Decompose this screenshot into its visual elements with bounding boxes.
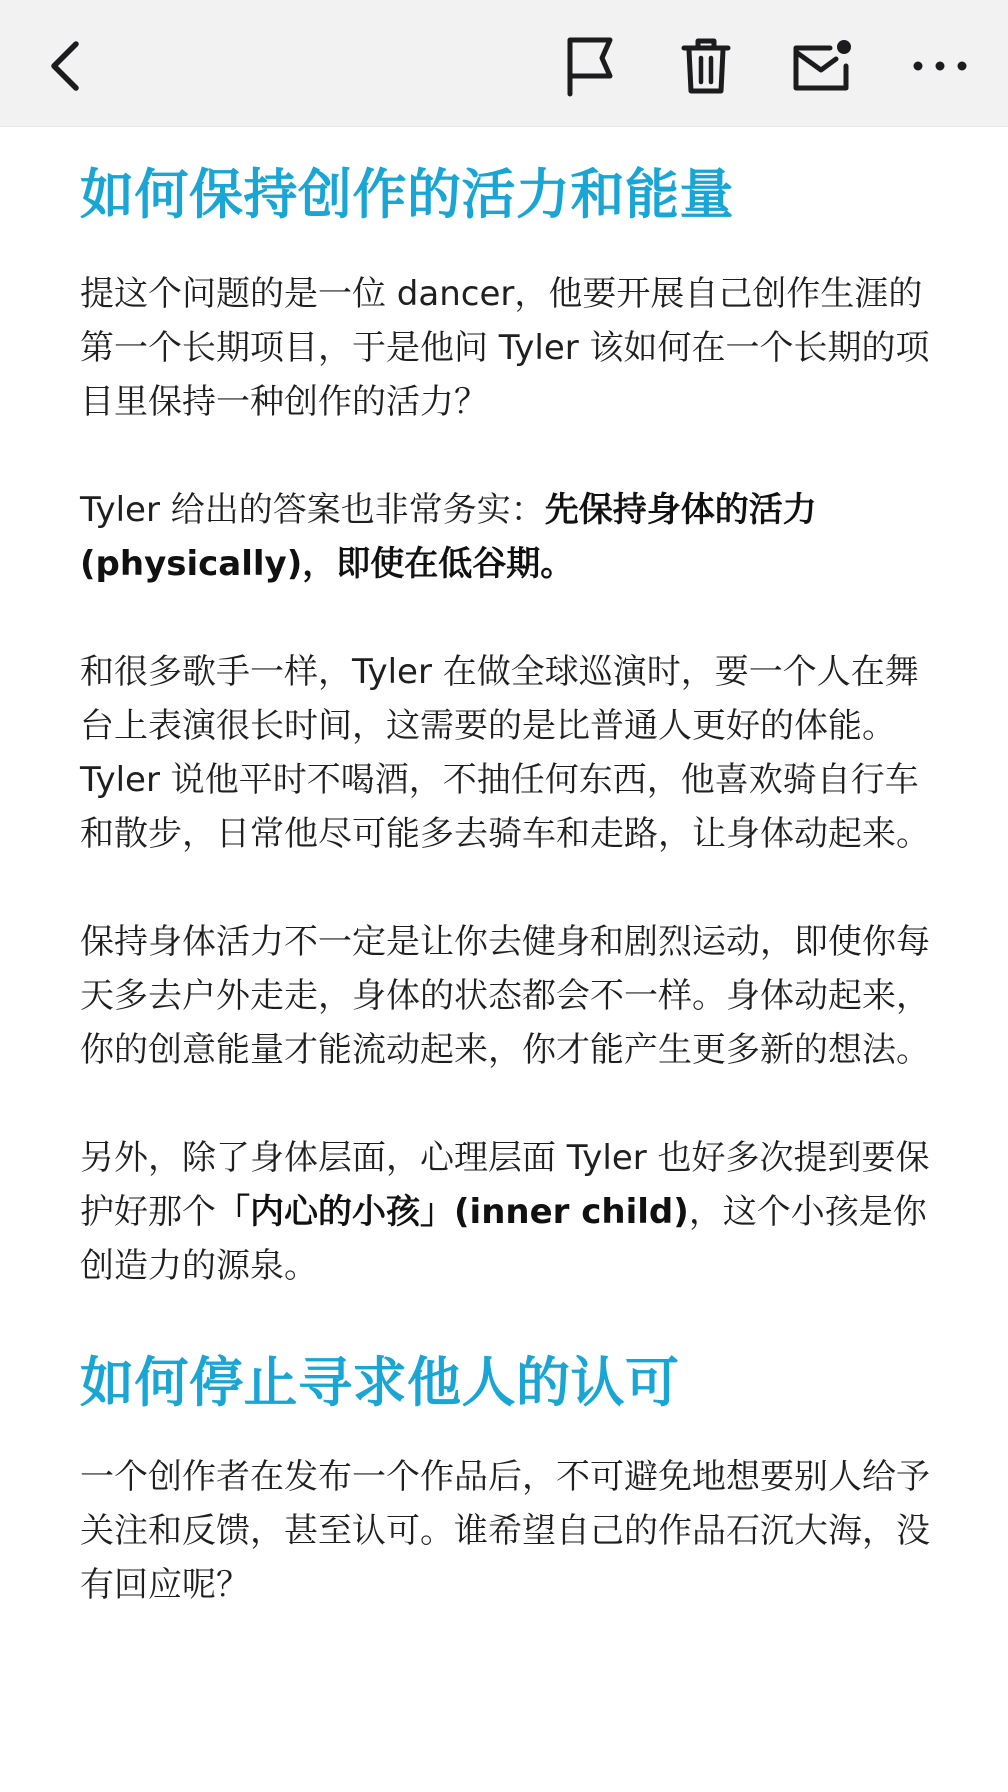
paragraph-answer-lead: Tyler 给出的答案也非常务实： [80, 490, 545, 530]
paragraph-inner-child-tail: ，这个小孩是你创造力的源泉。 [80, 1192, 927, 1286]
trash-icon [680, 36, 732, 96]
flag-icon [560, 34, 620, 98]
back-button[interactable] [30, 30, 102, 102]
mark-unread-button[interactable] [786, 30, 858, 102]
flag-button[interactable] [554, 30, 626, 102]
paragraph-seeking-approval: 一个创作者在发布一个作品后，不可避免地想要别人给予关注和反馈，甚至认可。谁希望自己的作品石沉大海，没有回应呢？ [80, 1457, 930, 1605]
section-heading-creative-energy: 如何保持创作的活力和能量 [80, 163, 734, 226]
paragraph-touring: 和很多歌手一样，Tyler 在做全球巡演时，要一个人在舞台上表演很长时间，这需要的是比普通人更好的体能。Tyler 说他平时不喝酒，不抽任何东西，他喜欢骑自行车和散步，日常他尽可能多去骑车和走路，让身体动起来。 [80, 652, 930, 854]
chevron-left-icon [46, 38, 86, 94]
paragraph-inner-child [80, 1131, 940, 1293]
paragraph-inner-child-lead: 另外，除了身体层面，心理层面 Tyler 也好多次提到要保护好那个 [80, 1138, 930, 1232]
section-heading-approval: 如何停止寻求他人的认可 [80, 1351, 680, 1414]
trash-button[interactable] [670, 30, 742, 102]
top-toolbar [0, 0, 1008, 127]
more-horizontal-icon [910, 56, 970, 76]
paragraph-inner-child-bold: 「内心的小孩」(inner child) [216, 1192, 689, 1232]
paragraph-answer [80, 483, 940, 591]
paragraph-question: 提这个问题的是一位 dancer，他要开展自己创作生涯的第一个长期项目，于是他问 Tyler 该如何在一个长期的项目里保持一种创作的活力？ [80, 274, 930, 422]
paragraph-answer-bold: 先保持身体的活力 (physically)，即使在低谷期。 [80, 490, 817, 584]
mail-unread-icon [790, 38, 854, 94]
more-button[interactable] [904, 30, 976, 102]
article-body [80, 127, 940, 1612]
paragraph-physical-activity: 保持身体活力不一定是让你去健身和剧烈运动，即使你每天多去户外走走，身体的状态都会不一样。身体动起来，你的创意能量才能流动起来，你才能产生更多新的想法。 [80, 922, 930, 1070]
